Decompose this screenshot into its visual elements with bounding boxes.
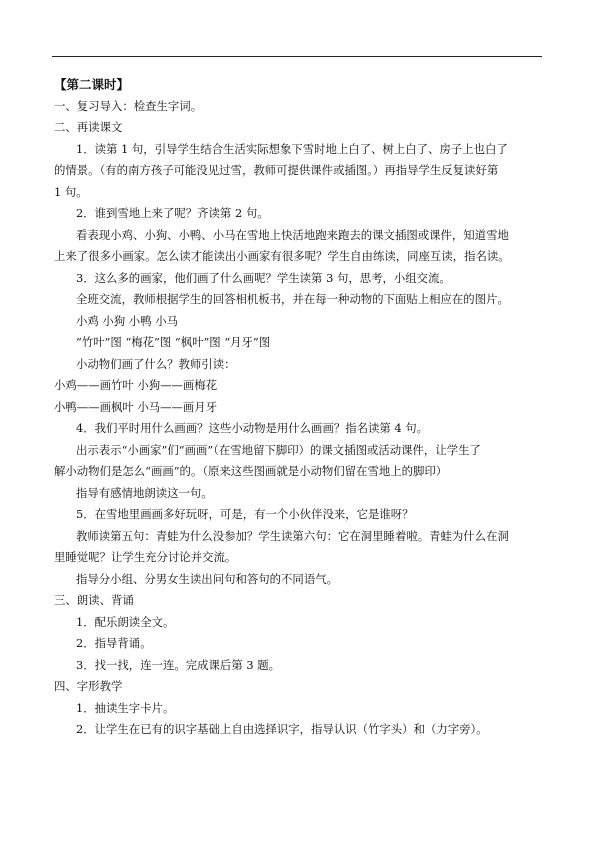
- header-rule: [52, 56, 542, 57]
- paragraph-1-line-3: 1 句。: [54, 184, 88, 199]
- paragraph-1-line-2: 的情景。（有的南方孩子可能没见过雪，教师可提供课件或插图。）再指导学生反复读好第: [54, 163, 499, 177]
- paragraph-13: 指导有感情地朗读这一句。: [76, 485, 213, 500]
- pairing-line-2: 小鸭——画枫叶 小马——画月牙: [54, 399, 218, 414]
- animal-list: 小鸡 小狗 小鸭 小马: [76, 313, 178, 328]
- section-reread-text: 二、再读课文: [54, 120, 123, 134]
- lesson-content: [54, 74, 534, 741]
- section-character-form: 四、字形教学: [54, 679, 123, 693]
- paragraph-3-line-2: 上来了很多小画家。怎么读才能读出小画家有很多呢？学生自由练读，同座互读，指名读。: [54, 249, 510, 263]
- picture-list: “竹叶”图 “梅花”图 “枫叶”图 “月牙”图: [76, 335, 271, 349]
- section-review-intro: 一、复习导入：检查生字词。: [54, 98, 203, 113]
- pairing-line-1: 小鸡——画竹叶 小狗——画梅花: [54, 378, 218, 392]
- paragraph-15-line-2: 里睡觉呢？让学生充分讨论并交流。: [54, 550, 237, 564]
- paragraph-21: 2．让学生在已有的识字基础上自由选择识字，指导认识（竹字头）和（力字旁）。: [76, 722, 488, 736]
- paragraph-1-line-1: 1．读第 1 句，引导学生结合生活实际想象下雪时地上白了、树上白了、房子上也白了: [76, 141, 508, 156]
- paragraph-20: 1．抽读生字卡片。: [76, 700, 175, 715]
- paragraph-3-line-1: 看表现小鸡、小狗、小鸭、小马在雪地上快活地跑来跑去的课文插图或课件，知道雪地: [76, 227, 509, 242]
- paragraph-12-line-1: 出示表示“小画家”们“画画”（在雪地留下脚印）的课文插图或活动课件，让学生了: [76, 442, 481, 457]
- paragraph-11: 4．我们平时用什么画画？这些小动物是用什么画画？指名读第 4 句。: [76, 421, 429, 435]
- paragraph-8: 小动物们画了什么？教师引读：: [76, 356, 236, 371]
- paragraph-4: 3．这么多的画家，他们画了什么画呢？学生读第 3 句，思考，小组交流。: [76, 270, 451, 285]
- paragraph-18: 2．指导背诵。: [76, 636, 152, 650]
- paragraph-14: 5．在雪地里画画多好玩呀，可是，有一个小伙伴没来，它是谁呀？: [76, 507, 414, 521]
- section-read-recite: 三、朗读、背诵: [54, 593, 134, 607]
- paragraph-19: 3．找一找，连一连。完成课后第 3 题。: [76, 657, 280, 672]
- paragraph-17: 1．配乐朗读全文。: [76, 614, 175, 629]
- paragraph-12-line-2: 解小动物们是怎么“画画”的。（原来这些图画就是小动物们留在雪地上的脚印）: [54, 464, 448, 478]
- paragraph-5: 全班交流，教师根据学生的回答相机板书，并在每一种动物的下面贴上相应在的图片。: [76, 292, 509, 306]
- paragraph-16: 指导分小组、分男女生读出问句和答句的不同语气。: [76, 571, 338, 586]
- paragraph-2: 2．谁到雪地上来了呢？齐读第 2 句。: [76, 206, 269, 220]
- paragraph-15-line-1: 教师读第五句：青蛙为什么没参加？学生读第六句：它在洞里睡着啦。青蛙为什么在洞: [76, 528, 509, 543]
- lesson-heading: 【第二课时】: [54, 77, 130, 92]
